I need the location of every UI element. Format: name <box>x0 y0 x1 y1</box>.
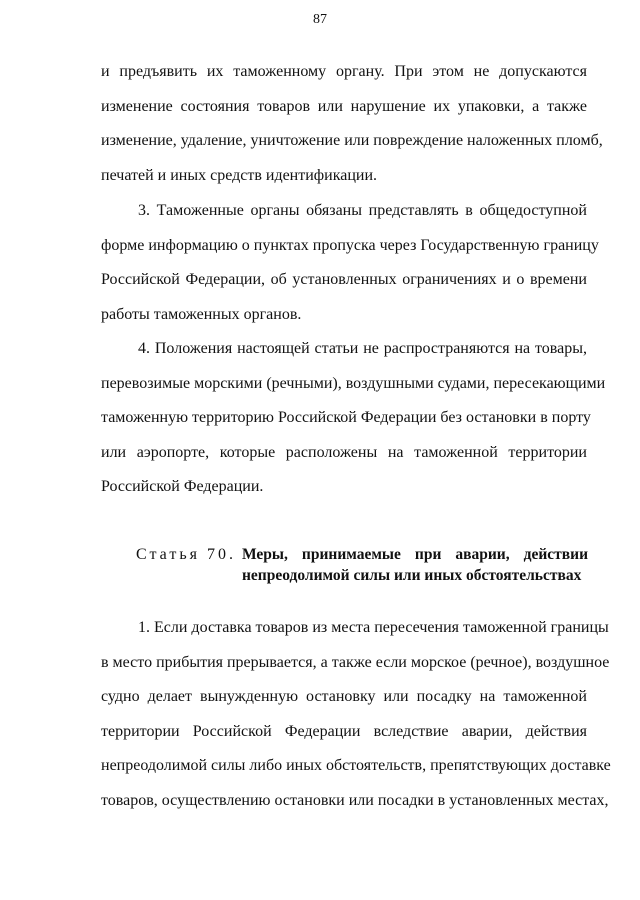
text-line: и предъявить их таможенному органу. При этом не допускаются <box>101 63 587 80</box>
paragraph-1 <box>101 611 611 818</box>
text-line: изменение, удаление, уничтожение или повреждение наложенных пломб, <box>101 132 603 149</box>
text-line: перевозимые морскими (речными), воздушными судами, пересекающими <box>101 374 606 392</box>
text-line: территории Российской Федерации вследствие аварии, действия <box>101 722 587 740</box>
text-line: таможенную территорию Российской Федерации без остановки в порту <box>101 409 591 426</box>
text-line: судно делает вынужденную остановку или посадку на таможенной <box>101 688 587 705</box>
text-line: изменение состояния товаров или нарушение их упаковки, а также <box>101 97 587 115</box>
article-title-line: непреодолимой силы или иных обстоятельствах <box>242 567 582 584</box>
text-line: печатей и иных средств идентификации. <box>101 166 378 184</box>
paragraph-continued <box>101 55 603 193</box>
text-line: 1. Если доставка товаров из места пересечения таможенной границы <box>138 619 609 636</box>
text-line: 3. Таможенные органы обязаны представлять в общедоступной <box>138 202 587 219</box>
paragraph-3 <box>101 194 599 332</box>
text-line: 4. Положения настоящей статьи не распространяются на товары, <box>138 340 587 357</box>
text-line: форме информацию о пунктах пропуска через Государственную границу <box>101 236 599 254</box>
article-title <box>242 544 588 586</box>
text-line: работы таможенных органов. <box>101 305 302 323</box>
article-label: Статья 70. <box>136 546 236 563</box>
text-line: Российской Федерации. <box>101 478 264 495</box>
page-number: 87 <box>313 12 327 27</box>
article-title-line: Меры, принимаемые при аварии, действии <box>242 546 588 563</box>
text-line: или аэропорте, которые расположены на таможенной территории <box>101 443 587 461</box>
paragraph-4 <box>101 332 606 505</box>
text-line: товаров, осуществлению остановки или посадки в установленных местах, <box>101 791 609 809</box>
text-line: в место прибытия прерывается, а также если морское (речное), воздушное <box>101 653 610 671</box>
text-line: Российской Федерации, об установленных ограничениях и о времени <box>101 271 587 288</box>
text-line: непреодолимой силы либо иных обстоятельств, препятствующих доставке <box>101 757 611 774</box>
